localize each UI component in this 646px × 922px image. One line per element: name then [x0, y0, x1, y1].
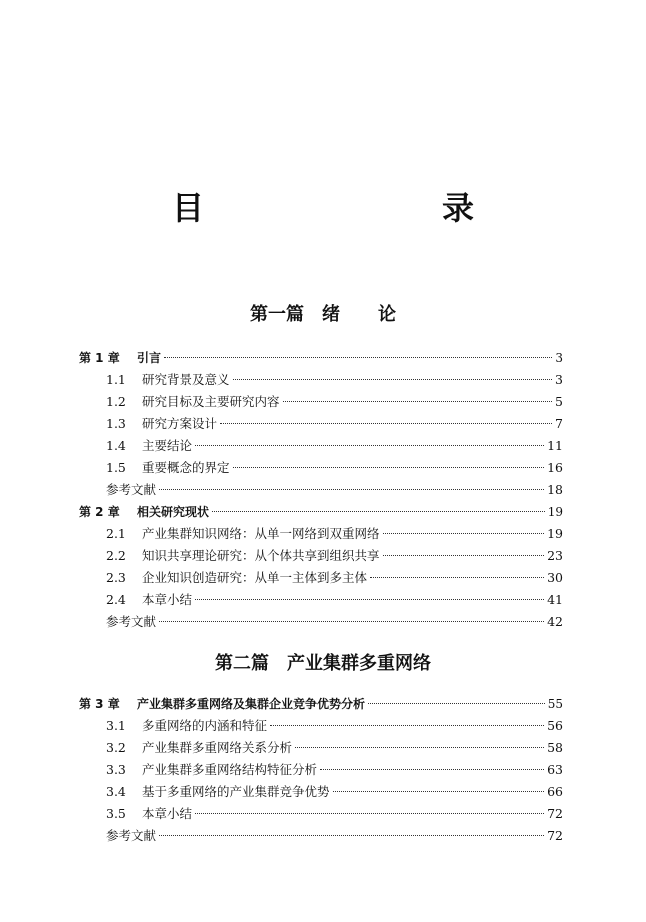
toc-entry-number: 第 2 章 [79, 505, 120, 519]
dot-leader [370, 577, 544, 578]
dot-leader [233, 379, 553, 380]
toc-entry-title: 本章小结 [142, 806, 193, 821]
toc-entry-title: 产业集群多重网络及集群企业竞争优势分析 [137, 697, 366, 711]
toc-entry-title: 研究背景及意义 [142, 372, 230, 387]
toc-entry-page: 66 [547, 784, 563, 799]
toc-entry[interactable] [79, 457, 563, 479]
toc-entry[interactable] [79, 479, 563, 501]
dot-leader [270, 725, 544, 726]
toc-entry-number: 第 3 章 [79, 697, 120, 711]
toc-entry-title: 参考文献 [106, 828, 157, 843]
toc-entry-page: 16 [547, 460, 563, 475]
dot-leader [159, 621, 544, 622]
part-label: 第二篇 [215, 653, 269, 674]
dot-leader [383, 555, 545, 556]
dot-leader [368, 703, 545, 704]
part-name: 产业集群多重网络 [287, 653, 431, 674]
toc-entry[interactable] [79, 523, 563, 545]
toc-entry-number: 1.4 [106, 438, 126, 453]
toc-entry-page: 5 [555, 394, 563, 409]
toc-entry-page: 18 [547, 482, 563, 497]
toc-entry-title: 引言 [137, 351, 162, 365]
toc-entry-number: 第 1 章 [79, 351, 120, 365]
toc-entry-number: 1.1 [106, 372, 126, 387]
toc-entry-page: 63 [547, 762, 563, 777]
toc-entry-title: 重要概念的界定 [142, 460, 230, 475]
toc-section-2 [79, 693, 563, 847]
toc-entry-title: 多重网络的内涵和特征 [142, 718, 268, 733]
toc-entry[interactable] [79, 369, 563, 391]
toc-entry[interactable] [79, 391, 563, 413]
toc-entry[interactable] [79, 567, 563, 589]
dot-leader [159, 489, 544, 490]
toc-entry-page: 23 [547, 548, 563, 563]
toc-entry-page: 11 [547, 438, 563, 453]
dot-leader [195, 445, 544, 446]
toc-entry[interactable] [79, 825, 563, 847]
dot-leader [333, 791, 545, 792]
toc-entry-number: 1.3 [106, 416, 126, 431]
dot-leader [233, 467, 545, 468]
toc-entry-title: 本章小结 [142, 592, 193, 607]
dot-leader [195, 813, 544, 814]
toc-entry-title: 产业集群多重网络关系分析 [142, 740, 293, 755]
toc-entry-title: 基于多重网络的产业集群竞争优势 [142, 784, 330, 799]
dot-leader [295, 747, 544, 748]
toc-chapter-entry[interactable] [79, 347, 563, 369]
toc-entry-page: 3 [555, 351, 563, 365]
toc-entry[interactable] [79, 715, 563, 737]
toc-entry-number: 2.4 [106, 592, 126, 607]
toc-entry-title: 参考文献 [106, 482, 157, 497]
toc-entry-number: 3.2 [106, 740, 126, 755]
toc-entry-number: 1.2 [106, 394, 126, 409]
toc-entry-page: 72 [547, 828, 563, 843]
toc-entry-title: 研究方案设计 [142, 416, 218, 431]
toc-entry-page: 42 [547, 614, 563, 629]
dot-leader [164, 357, 552, 358]
toc-chapter-entry[interactable] [79, 693, 563, 715]
toc-entry[interactable] [79, 545, 563, 567]
toc-entry-number: 3.3 [106, 762, 126, 777]
toc-entry-number: 3.1 [106, 718, 126, 733]
toc-entry-page: 7 [555, 416, 563, 431]
toc-chapter-entry[interactable] [79, 501, 563, 523]
toc-entry-number: 2.1 [106, 526, 126, 541]
toc-entry-title: 研究目标及主要研究内容 [142, 394, 280, 409]
dot-leader [383, 533, 545, 534]
toc-entry-title: 知识共享理论研究：从个体共享到组织共享 [142, 548, 380, 563]
part-heading-1 [0, 300, 646, 326]
toc-entry-title: 企业知识创造研究：从单一主体到多主体 [142, 570, 368, 585]
toc-entry[interactable] [79, 737, 563, 759]
toc-entry-page: 56 [547, 718, 563, 733]
toc-entry-page: 19 [547, 505, 563, 519]
toc-entry[interactable] [79, 589, 563, 611]
toc-entry-page: 41 [547, 592, 563, 607]
toc-entry-page: 19 [547, 526, 563, 541]
toc-entry[interactable] [79, 781, 563, 803]
toc-entry-number: 1.5 [106, 460, 126, 475]
dot-leader [212, 511, 545, 512]
toc-entry-page: 3 [555, 372, 563, 387]
toc-entry-number: 3.5 [106, 806, 126, 821]
toc-entry-title: 参考文献 [106, 614, 157, 629]
dot-leader [195, 599, 544, 600]
toc-entry-number: 3.4 [106, 784, 126, 799]
toc-entry-number: 2.2 [106, 548, 126, 563]
toc-entry[interactable] [79, 803, 563, 825]
toc-entry-page: 58 [547, 740, 563, 755]
toc-entry[interactable] [79, 413, 563, 435]
toc-entry-page: 72 [547, 806, 563, 821]
toc-entry[interactable] [79, 435, 563, 457]
page-title: 目 录 [171, 189, 532, 227]
toc-section-1 [79, 347, 563, 633]
toc-entry-title: 相关研究现状 [137, 505, 210, 519]
toc-entry-number: 2.3 [106, 570, 126, 585]
part-heading-2 [0, 649, 646, 675]
dot-leader [283, 401, 553, 402]
dot-leader [320, 769, 544, 770]
toc-entry-title: 主要结论 [142, 438, 193, 453]
toc-entry[interactable] [79, 759, 563, 781]
part-label: 第一篇 [250, 304, 304, 325]
toc-entry[interactable] [79, 611, 563, 633]
toc-entry-title: 产业集群知识网络：从单一网络到双重网络 [142, 526, 380, 541]
toc-entry-page: 55 [547, 697, 563, 711]
part-name: 绪论 [322, 304, 434, 325]
dot-leader [220, 423, 552, 424]
toc-entry-title: 产业集群多重网络结构特征分析 [142, 762, 318, 777]
toc-entry-page: 30 [547, 570, 563, 585]
dot-leader [159, 835, 544, 836]
